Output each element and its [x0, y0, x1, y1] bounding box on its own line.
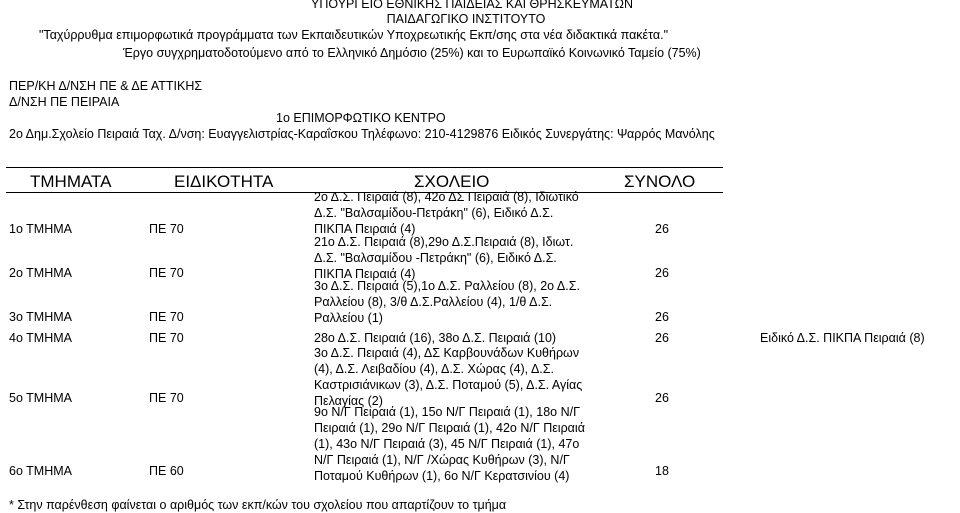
header-school: ΣΧΟΛΕΙΟ — [414, 172, 490, 191]
programme-title: "Ταχύρρυθμα επιμορφωτικά προγράμματα των Εκπαιδευτικών Υποχρεωτικής Εκπ/σης στα νέα διδακτικά πακέτα." — [39, 28, 669, 42]
row-specialty: ΠΕ 70 — [149, 266, 184, 280]
footnote: * Στην παρένθεση φαίνεται ο αριθμός των εκπ/κών του σχολείου που απαρτίζουν το τμήμα — [9, 498, 507, 512]
row-total: 26 — [655, 266, 669, 280]
row-specialty: ΠΕ 70 — [149, 331, 184, 345]
row-section: 3ο ΤΜΗΜΑ — [9, 310, 72, 324]
region-name: ΠΕΡ/ΚΗ Δ/ΝΣΗ ΠΕ & ΔΕ ΑΤΤΙΚΗΣ — [9, 79, 203, 93]
row-schools: 3ο Δ.Σ. Πειραιά (5),1ο Δ.Σ. Ραλλείου (8), 2ο Δ.Σ. Ραλλείου (8), 3/θ Δ.Σ.Ραλλείου (4), 1/θ Δ.Σ. Ραλλείου (1) — [314, 279, 580, 325]
centre-name: 1ο ΕΠΙΜΟΡΦΩΤΙΚΟ ΚΕΝΤΡΟ — [276, 111, 446, 125]
row-section: 1ο ΤΜΗΜΑ — [9, 222, 72, 236]
row-specialty: ΠΕ 70 — [149, 310, 184, 324]
row-schools: 2ο Δ.Σ. Πειραιά (8), 42ο ΔΣ Πειραιά (8), Ιδιωτικό Δ.Σ. "Βαλσαμίδου-Πετράκη" (6), Ειδικό Δ.Σ. ΠΙΚΠΑ Πειραιά (4) — [314, 190, 579, 236]
header-sections: ΤΜΗΜΑΤΑ — [30, 172, 112, 191]
directorate-name: Δ/ΝΣΗ ΠΕ ΠΕΙΡΑΙΑ — [9, 95, 120, 109]
row-total: 26 — [655, 222, 669, 236]
row-section: 2ο ΤΜΗΜΑ — [9, 266, 72, 280]
row-section: 4ο ΤΜΗΜΑ — [9, 331, 72, 345]
row-section: 5ο ΤΜΗΜΑ — [9, 391, 72, 405]
header-specialty: ΕΙΔΙΚΟΤΗΤΑ — [174, 172, 274, 191]
row-total: 26 — [655, 391, 669, 405]
school-info: 2ο Δημ.Σχολείο Πειραιά Ταχ. Δ/νση: Ευαγγελιστρίας-Καραΐσκου Τηλέφωνο: 210-4129876 Ειδικός Συνεργάτης: Ψαρρός Μανόλης — [9, 127, 715, 141]
row-schools: 9ο Ν/Γ Πειραιά (1), 15ο Ν/Γ Πειραιά (1), 18ο Ν/Γ Πειραιά (1), 29ο Ν/Γ Πειραιά (1), 42ο Ν/Γ Πειραιά (1), 43ο Ν/Γ Πειραιά (3), 45 Ν/Γ Πειραιά (1), 47ο Ν/Γ Πειραιά (1), Ν/Γ /Χώρας Κυθήρων (3), Ν/Γ Ποταμού Κυθήρων (1), 6ο Ν/Γ Κερατσινίου (4) — [314, 405, 585, 483]
row-overflow-note: Ειδικό Δ.Σ. ΠΙΚΠΑ Πειραιά (8) — [760, 331, 925, 345]
row-total: 26 — [655, 310, 669, 324]
funding-line: Έργο συγχρηματοδοτούμενο από το Ελληνικό Δημόσιο (25%) και το Ευρωπαϊκό Κοινωνικό Ταμείο (75%) — [123, 46, 701, 60]
header-total: ΣΥΝΟΛΟ — [624, 172, 696, 191]
row-specialty: ΠΕ 70 — [149, 391, 184, 405]
row-schools: 3ο Δ.Σ. Πειραιά (4), ΔΣ Καρβουνάδων Κυθήρων (4), Δ.Σ. Λειβαδίου (4), Δ.Σ. Χώρας (4), Δ.Σ. Καστρισιάνικων (3), Δ.Σ. Ποταμού (5), Δ.Σ. Αγίας Πελαγίας (2) — [314, 346, 583, 408]
row-specialty: ΠΕ 60 — [149, 464, 184, 478]
row-total: 18 — [655, 464, 669, 478]
row-specialty: ΠΕ 70 — [149, 222, 184, 236]
institute-title: ΠΑΙΔΑΓΩΓΙΚΟ ΙΝΣΤΙΤΟΥΤΟ — [386, 12, 546, 26]
row-total: 26 — [655, 331, 669, 345]
table-top-border — [6, 167, 723, 168]
row-section: 6ο ΤΜΗΜΑ — [9, 464, 72, 478]
row-schools: 21ο Δ.Σ. Πειραιά (8),29ο Δ.Σ.Πειραιά (8), Ιδιωτ. Δ.Σ. "Βαλσαμίδου -Πετράκη" (6), Ειδικό Δ.Σ. ΠΙΚΠΑ Πειραιά (4) — [314, 235, 574, 281]
ministry-title: ΥΠΟΥΡΓΕΙΟ ΕΘΝΙΚΗΣ ΠΑΙΔΕΙΑΣ ΚΑΙ ΘΡΗΣΚΕΥΜΑΤΩΝ — [311, 0, 633, 11]
row-schools: 28ο Δ.Σ. Πειραιά (16), 38ο Δ.Σ. Πειραιά (10) — [314, 331, 557, 345]
